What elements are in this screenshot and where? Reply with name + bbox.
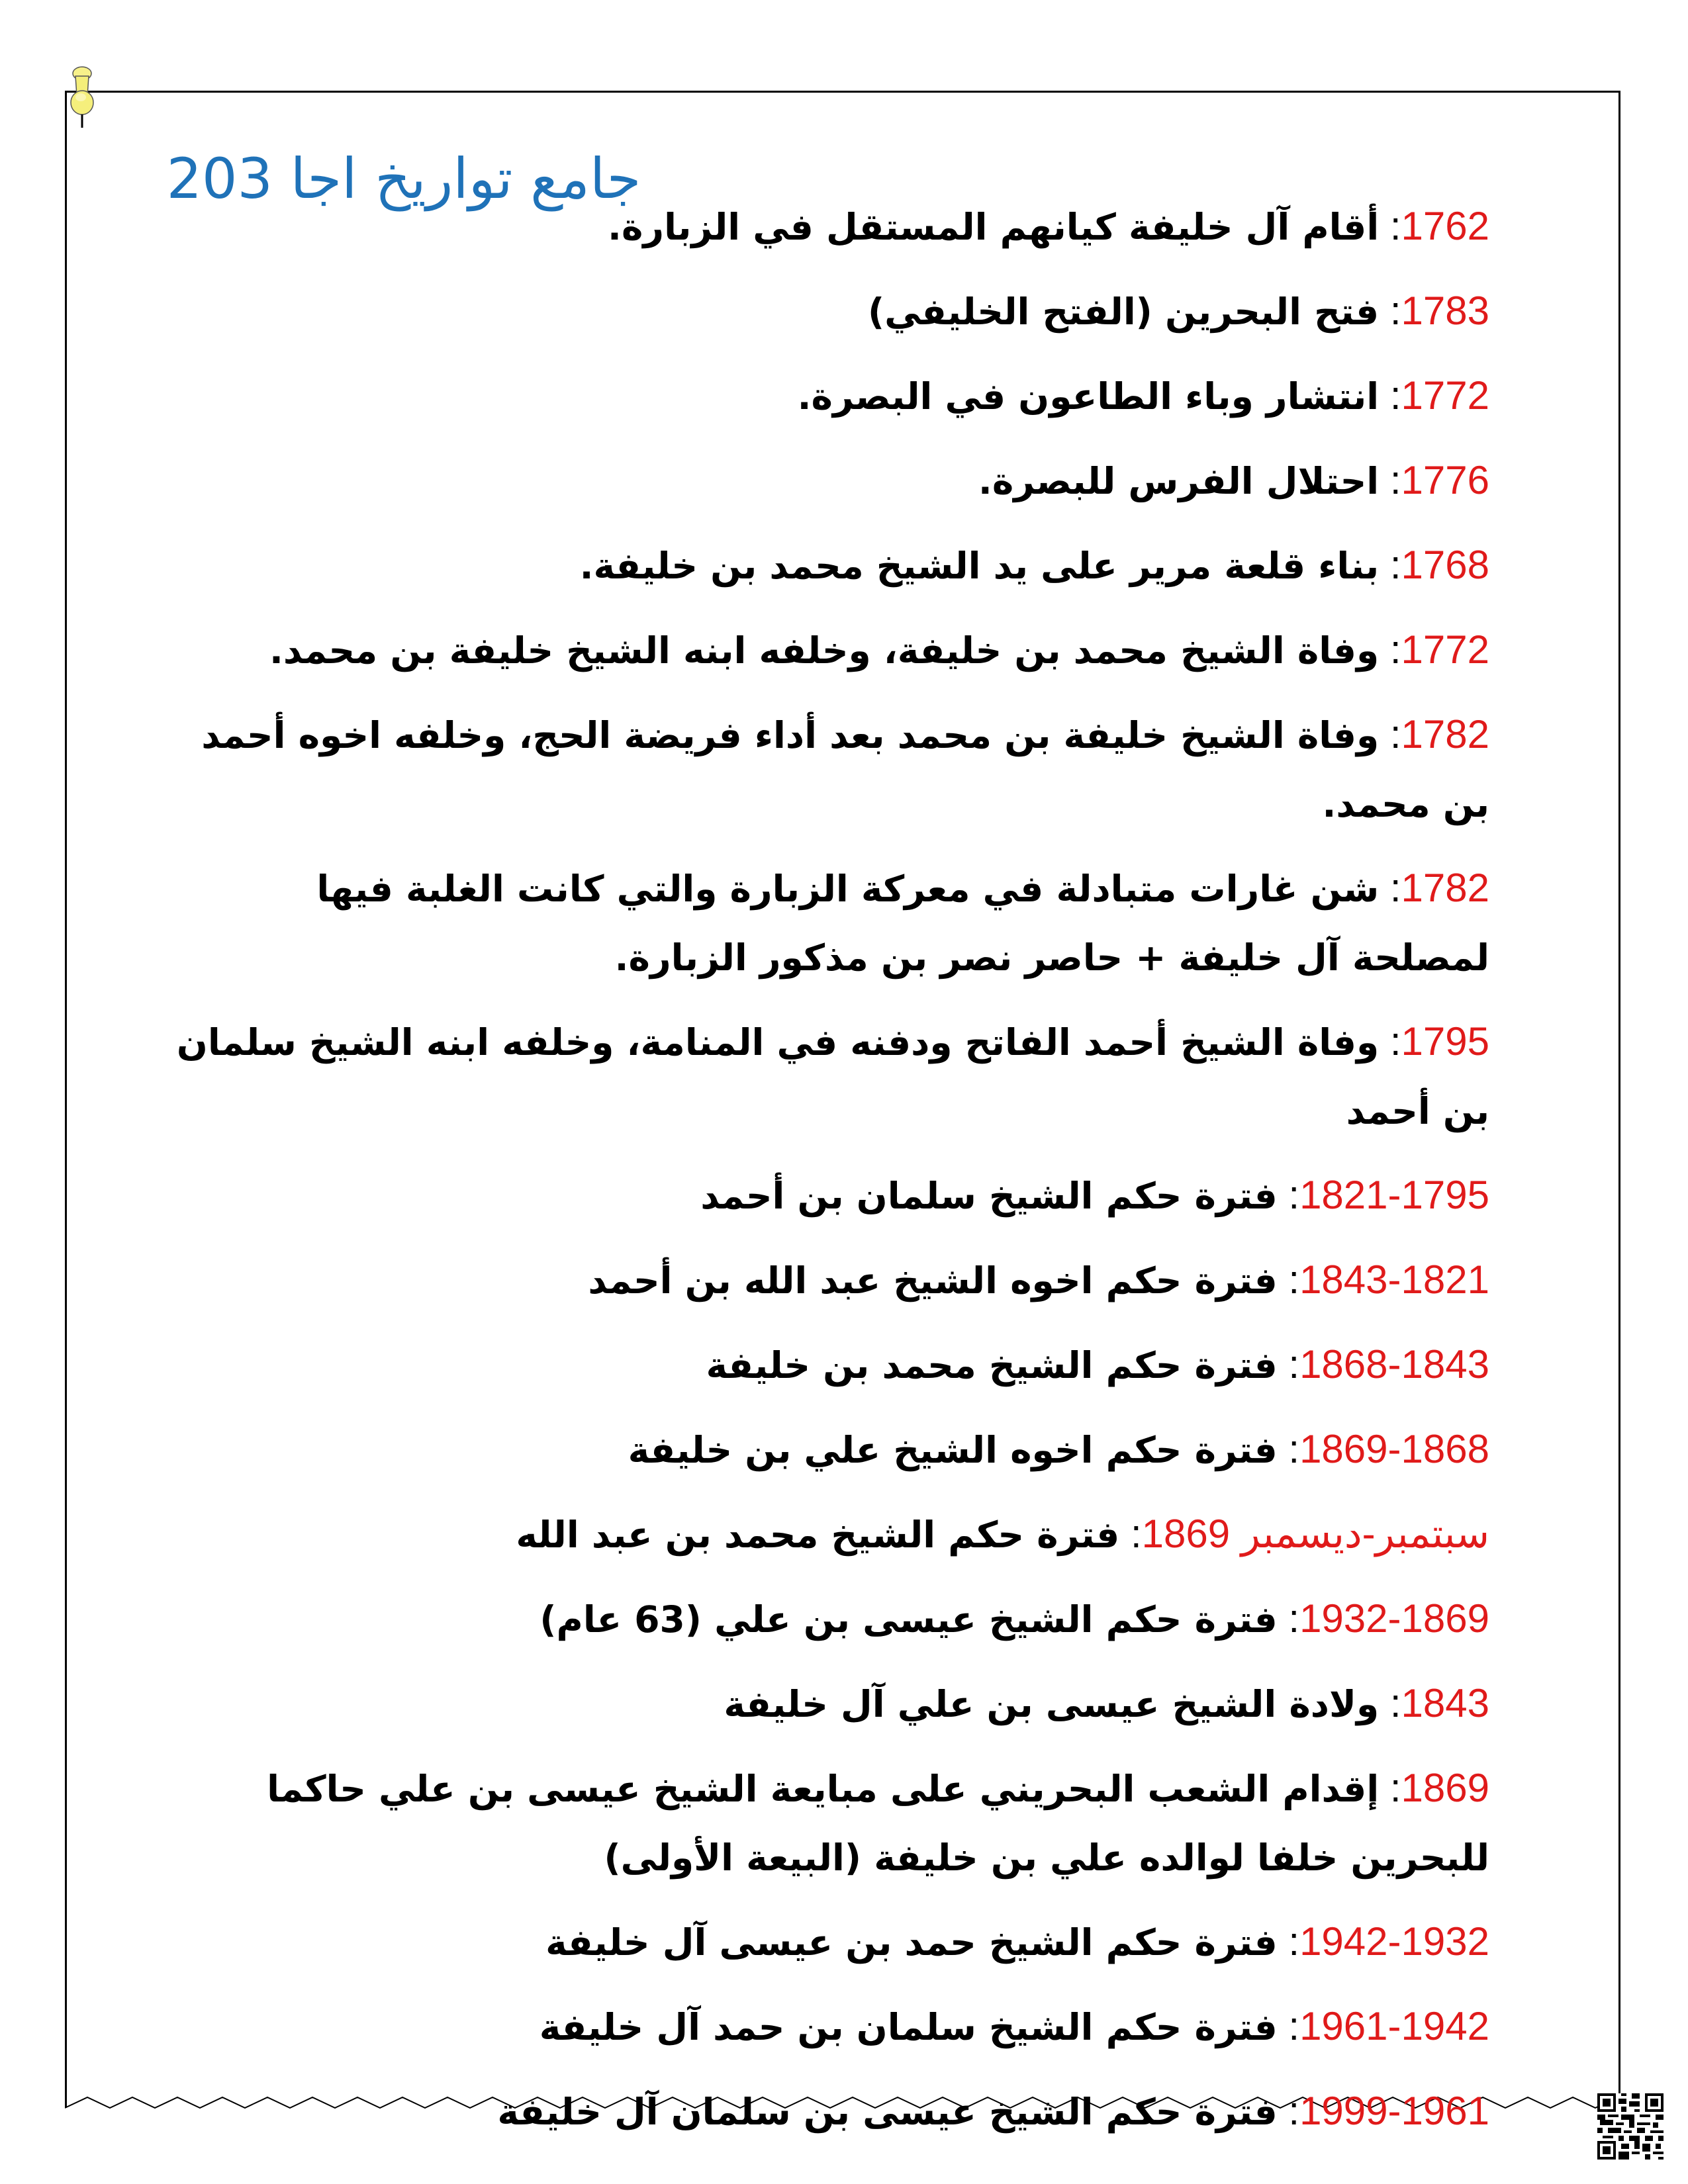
- qr-code: [1597, 2093, 1664, 2160]
- entry-text: وفاة الشيخ أحمد الفاتح ودفنه في المنامة، وخلفه ابنه الشيخ سلمان بن أحمد: [176, 1021, 1489, 1132]
- timeline-entry: [172, 531, 1489, 600]
- entry-date: 1961-1942: [1299, 2004, 1489, 2048]
- entry-separator: :: [1277, 1257, 1300, 1302]
- timeline-entry: [172, 1161, 1489, 1230]
- entry-date: 1843-1821: [1299, 1257, 1489, 1302]
- timeline-entry: [172, 1246, 1489, 1315]
- timeline-entry: [172, 192, 1489, 261]
- entry-date: 1999-1961: [1299, 2089, 1489, 2133]
- entry-date: 1782: [1401, 712, 1489, 756]
- entry-date: 1869: [1401, 1766, 1489, 1810]
- timeline-entry: [172, 615, 1489, 685]
- entry-separator: :: [1277, 1596, 1300, 1641]
- entry-date: 1776: [1401, 458, 1489, 502]
- timeline-entry: [172, 1330, 1489, 1400]
- entry-date: 1942-1932: [1299, 1919, 1489, 1964]
- entry-text: فتح البحرين (الفتح الخليفي): [867, 291, 1380, 333]
- entry-separator: :: [1379, 204, 1401, 248]
- entry-date: 1772: [1401, 373, 1489, 418]
- entry-text: فترة حكم الشيخ محمد بن خليفة: [706, 1344, 1278, 1387]
- page-title: جامع تواريخ اجا 203: [166, 146, 641, 211]
- entry-separator: :: [1277, 1427, 1300, 1471]
- timeline-entry: [172, 1754, 1489, 1892]
- entry-text: فترة حكم الشيخ عيسى بن سلمان آل خليفة: [497, 2091, 1278, 2133]
- timeline-entry: [172, 1500, 1489, 1569]
- entry-text: فترة حكم الشيخ سلمان بن حمد آل خليفة: [539, 2006, 1278, 2048]
- entry-text: وفاة الشيخ محمد بن خليفة، وخلفه ابنه الشيخ خليفة بن محمد.: [269, 629, 1380, 672]
- timeline-entry: [172, 1007, 1489, 1146]
- entry-text: ولادة الشيخ عيسى بن علي آل خليفة: [724, 1683, 1380, 1725]
- timeline-entry: [172, 1907, 1489, 1977]
- timeline-list: [172, 192, 1489, 2161]
- entry-date: 1762: [1401, 204, 1489, 248]
- entry-text: فترة حكم الشيخ حمد بن عيسى آل خليفة: [545, 1921, 1278, 1964]
- entry-separator: :: [1277, 1342, 1300, 1387]
- entry-separator: :: [1379, 289, 1401, 333]
- entry-date: سبتمبر-ديسمبر 1869: [1141, 1512, 1489, 1556]
- entry-text: فترة حكم الشيخ عيسى بن علي (63 عام): [539, 1598, 1278, 1641]
- timeline-entry: [172, 854, 1489, 992]
- timeline-entry: [172, 446, 1489, 516]
- entry-text: وفاة الشيخ خليفة بن محمد بعد أداء فريضة الحج، وخلفه اخوه أحمد بن محمد.: [201, 714, 1489, 825]
- entry-date: 1795: [1401, 1019, 1489, 1064]
- timeline-entry: [172, 700, 1489, 839]
- entry-date: 1782: [1401, 866, 1489, 910]
- entry-date: 1783: [1401, 289, 1489, 333]
- pushpin-icon: [66, 63, 113, 136]
- entry-separator: :: [1379, 627, 1401, 672]
- entry-date: 1821-1795: [1299, 1173, 1489, 1217]
- entry-date: 1869-1868: [1299, 1427, 1489, 1471]
- entry-separator: :: [1379, 543, 1401, 587]
- entry-separator: :: [1379, 712, 1401, 756]
- entry-text: احتلال الفرس للبصرة.: [978, 460, 1380, 502]
- entry-separator: :: [1277, 1919, 1300, 1964]
- entry-separator: :: [1379, 1019, 1401, 1064]
- entry-separator: :: [1379, 866, 1401, 910]
- timeline-entry: [172, 1415, 1489, 1484]
- entry-text: فترة حكم اخوه الشيخ علي بن خليفة: [628, 1429, 1278, 1471]
- entry-text: فترة حكم الشيخ محمد بن عبد الله: [516, 1514, 1120, 1556]
- entry-date: 1868-1843: [1299, 1342, 1489, 1387]
- entry-separator: :: [1119, 1512, 1142, 1556]
- entry-text: إقدام الشعب البحريني على مبايعة الشيخ عيسى بن علي حاكما للبحرين خلفا لوالده علي بن خليفة (البيعة الأولى): [267, 1768, 1489, 1879]
- entry-text: فترة حكم اخوه الشيخ عبد الله بن أحمد: [588, 1259, 1278, 1302]
- entry-date: 1932-1869: [1299, 1596, 1489, 1641]
- timeline-entry: [172, 1584, 1489, 1654]
- entry-text: شن غارات متبادلة في معركة الزبارة والتي كانت الغلبة فيها لمصلحة آل خليفة + حاصر نصر بن مذكور الزبارة.: [316, 868, 1489, 979]
- timeline-entry: [172, 1992, 1489, 2062]
- timeline-entry: [172, 277, 1489, 346]
- entry-separator: :: [1277, 1173, 1300, 1217]
- entry-separator: :: [1379, 373, 1401, 418]
- timeline-entry: [172, 2077, 1489, 2146]
- entry-text: بناء قلعة مرير على يد الشيخ محمد بن خليفة.: [579, 545, 1380, 587]
- entry-text: انتشار وباء الطاعون في البصرة.: [797, 375, 1380, 418]
- entry-separator: :: [1379, 1766, 1401, 1810]
- entry-date: 1843: [1401, 1681, 1489, 1725]
- entry-text: أقام آل خليفة كيانهم المستقل في الزبارة.: [608, 206, 1380, 248]
- entry-separator: :: [1277, 2089, 1300, 2133]
- timeline-entry: [172, 361, 1489, 431]
- entry-date: 1772: [1401, 627, 1489, 672]
- entry-date: 1768: [1401, 543, 1489, 587]
- entry-text: فترة حكم الشيخ سلمان بن أحمد: [700, 1175, 1278, 1217]
- timeline-entry: [172, 1669, 1489, 1739]
- entry-separator: :: [1277, 2004, 1300, 2048]
- entry-separator: :: [1379, 1681, 1401, 1725]
- entry-separator: :: [1379, 458, 1401, 502]
